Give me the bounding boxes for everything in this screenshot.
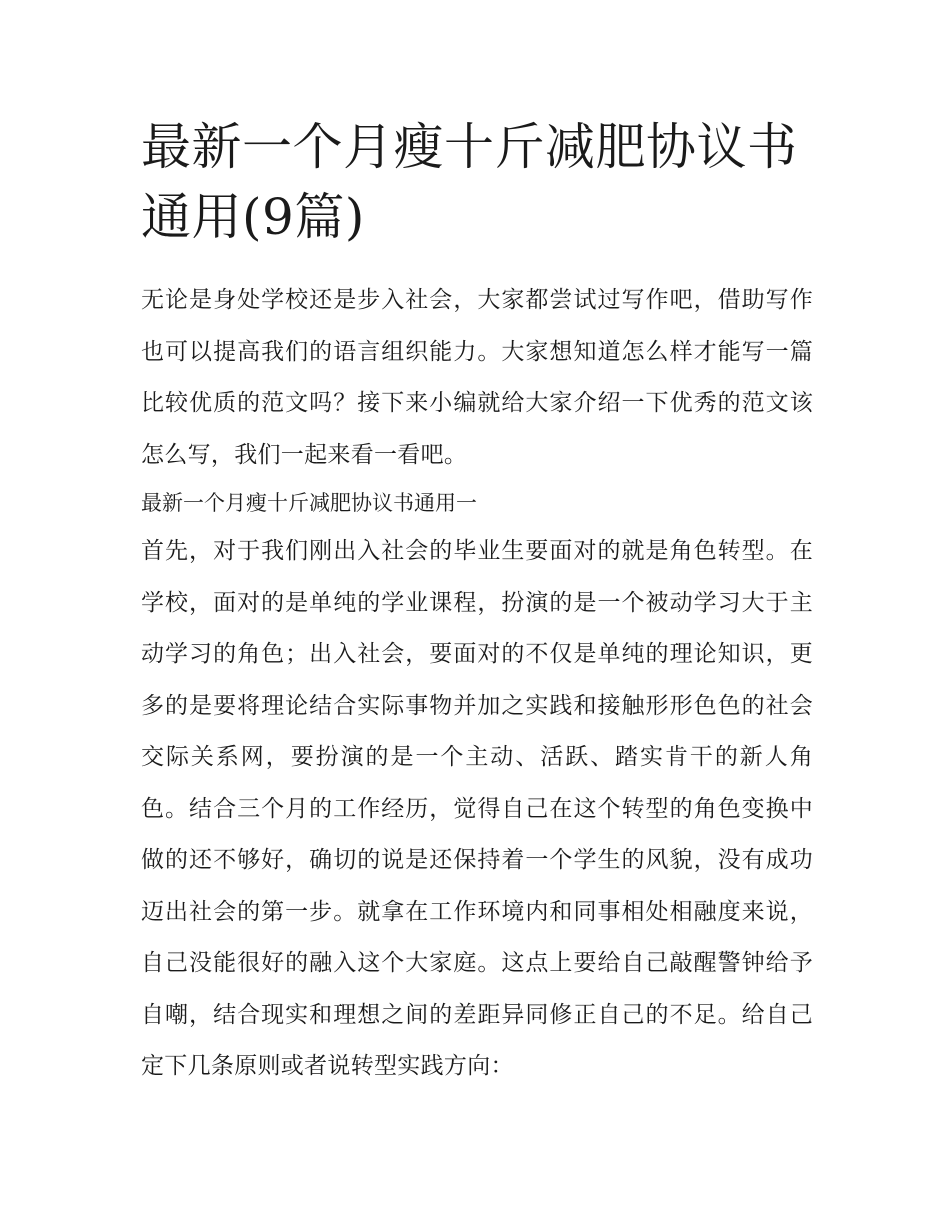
section-paragraph: 首先，对于我们刚出入社会的毕业生要面对的就是角色转型。在学校，面对的是单纯的学业课程，扮演的是一个被动学习大于主动学习的角色；出入社会，要面对的不仅是单纯的理论知识，更多的是要将理论结合实际事物并加之实践和接触形形色色的社会交际关系网，要扮演的是一个主动、活跃、踏实肯干的新人角色。结合三个月的工作经历，觉得自己在这个转型的角色变换中做的还不够好，确切的说是还保持着一个学生的风貌，没有成功迈出社会的第一步。就拿在工作环境内和同事相处相融度来说，自己没能很好的融入这个大家庭。这点上要给自己敲醒警钟给予自嘲，结合现实和理想之间的差距异同修正自己的不足。给自己定下几条原则或者说转型实践方向： xyxy=(141,538,813,1079)
intro-paragraph: 无论是身处学校还是步入社会，大家都尝试过写作吧，借助写作也可以提高我们的语言组织能力。大家想知道怎么样才能写一篇比较优质的范文吗？接下来小编就给大家介绍一下优秀的范文该怎么写，我们一起来看一看吧。 xyxy=(141,287,813,468)
section-heading: 最新一个月瘦十斤减肥协议书通用一 xyxy=(141,491,477,515)
document-title: 最新一个月瘦十斤减肥协议书通用(9篇) xyxy=(141,118,798,246)
